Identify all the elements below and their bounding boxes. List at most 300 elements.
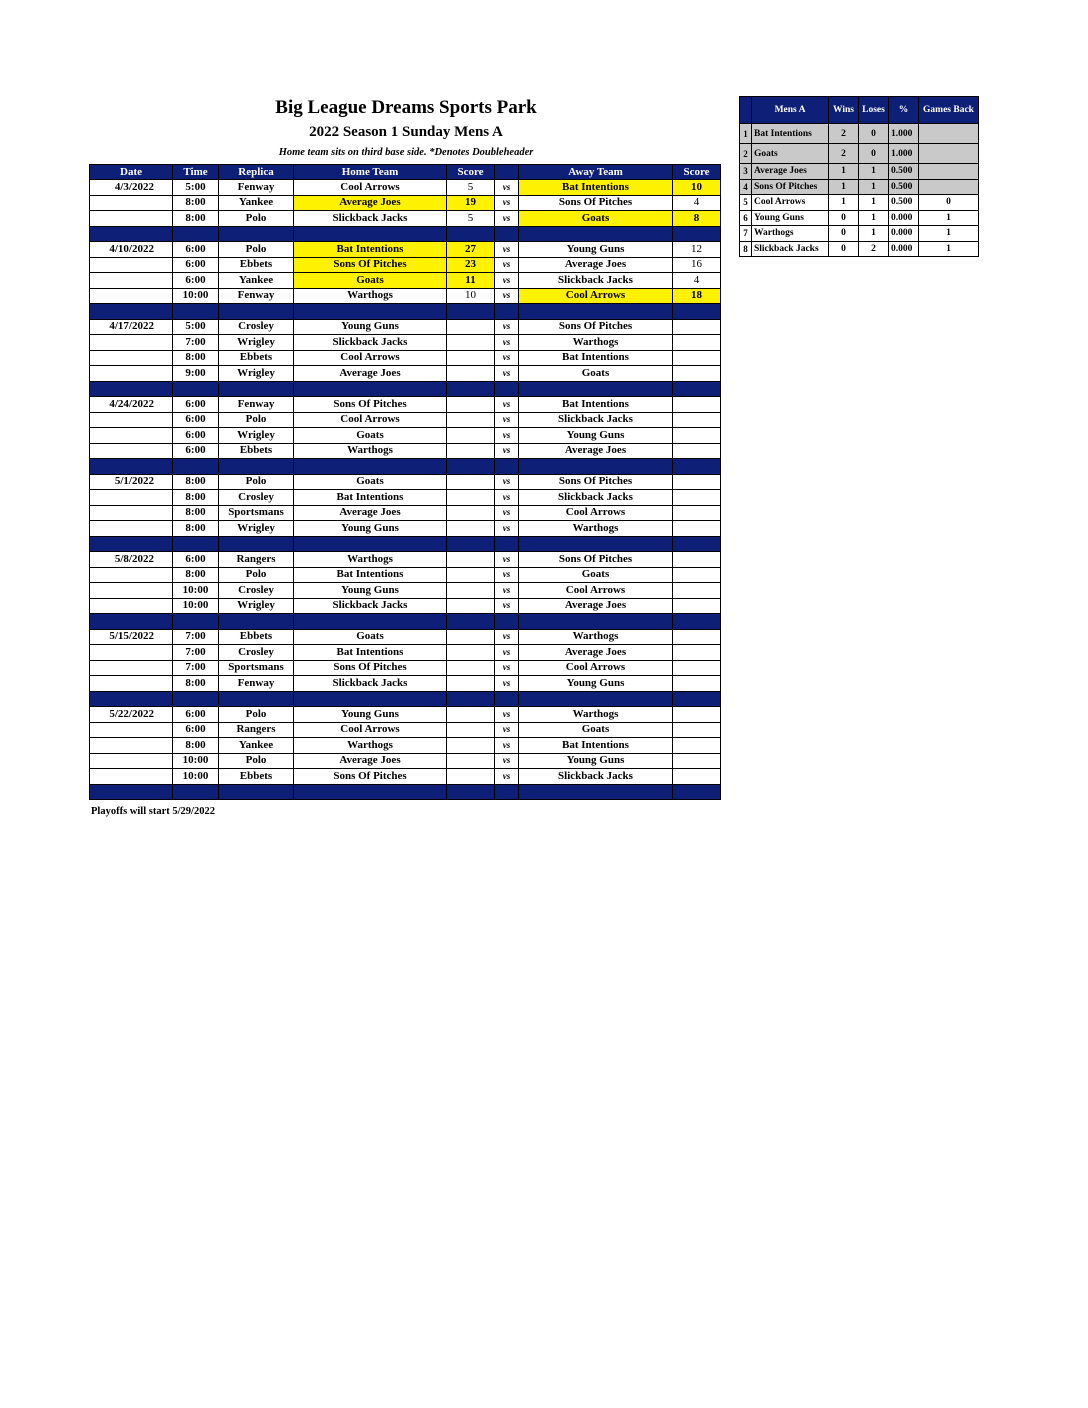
vs-label: vs (495, 567, 519, 583)
game-field: Crosley (219, 490, 294, 506)
game-field: Wrigley (219, 366, 294, 382)
home-score (447, 443, 495, 459)
away-team: Average Joes (519, 598, 673, 614)
home-score (447, 490, 495, 506)
separator-cell (219, 381, 294, 397)
game-row (90, 676, 721, 692)
home-team: Cool Arrows (294, 722, 447, 738)
game-date (90, 521, 173, 537)
team-rank: 5 (740, 195, 752, 211)
away-score (673, 769, 721, 785)
team-games-back (919, 124, 979, 144)
separator-cell (447, 784, 495, 800)
separator-cell (447, 536, 495, 552)
away-team: Goats (519, 722, 673, 738)
away-score (673, 629, 721, 645)
game-date (90, 195, 173, 211)
team-pct: 0.500 (889, 195, 919, 211)
away-score: 10 (673, 180, 721, 196)
home-score: 27 (447, 242, 495, 258)
team-games-back: 1 (919, 241, 979, 257)
playoffs-note: Playoffs will start 5/29/2022 (91, 806, 215, 817)
home-score (447, 397, 495, 413)
game-field: Wrigley (219, 598, 294, 614)
team-wins: 0 (829, 210, 859, 226)
game-field: Crosley (219, 319, 294, 335)
away-score (673, 598, 721, 614)
game-row (90, 428, 721, 444)
home-score (447, 629, 495, 645)
game-row (90, 288, 721, 304)
separator-cell (219, 459, 294, 475)
separator-cell (294, 691, 447, 707)
team-pct: 0.500 (889, 179, 919, 195)
vs-label: vs (495, 598, 519, 614)
team-wins: 2 (829, 144, 859, 164)
separator-cell (519, 536, 673, 552)
game-row (90, 552, 721, 568)
separator-cell (173, 226, 219, 242)
separator-cell (294, 614, 447, 630)
away-score (673, 722, 721, 738)
away-score: 18 (673, 288, 721, 304)
schedule-table (89, 164, 721, 800)
home-team: Bat Intentions (294, 242, 447, 258)
separator-cell (673, 459, 721, 475)
home-score (447, 707, 495, 723)
vs-label: vs (495, 676, 519, 692)
home-score (447, 350, 495, 366)
away-score (673, 443, 721, 459)
away-score (673, 350, 721, 366)
game-date (90, 722, 173, 738)
game-date (90, 412, 173, 428)
home-team: Bat Intentions (294, 567, 447, 583)
away-team: Warthogs (519, 707, 673, 723)
away-team: Sons Of Pitches (519, 195, 673, 211)
standings-row (740, 124, 979, 144)
separator-cell (447, 381, 495, 397)
away-score (673, 583, 721, 599)
separator-cell (219, 536, 294, 552)
vs-label: vs (495, 242, 519, 258)
team-wins: 1 (829, 179, 859, 195)
separator-cell (219, 304, 294, 320)
game-time: 9:00 (173, 366, 219, 382)
home-team: Warthogs (294, 288, 447, 304)
team-name: Warthogs (752, 226, 829, 242)
away-team: Slickback Jacks (519, 769, 673, 785)
away-team: Goats (519, 567, 673, 583)
home-team: Sons Of Pitches (294, 257, 447, 273)
home-score: 23 (447, 257, 495, 273)
game-time: 6:00 (173, 428, 219, 444)
game-field: Ebbets (219, 629, 294, 645)
game-time: 10:00 (173, 769, 219, 785)
team-rank: 6 (740, 210, 752, 226)
vs-label: vs (495, 583, 519, 599)
game-row (90, 474, 721, 490)
separator-cell (519, 691, 673, 707)
team-wins: 0 (829, 241, 859, 257)
home-team: Young Guns (294, 319, 447, 335)
separator-cell (519, 614, 673, 630)
separator-cell (673, 536, 721, 552)
game-date: 5/1/2022 (90, 474, 173, 490)
team-rank: 4 (740, 179, 752, 195)
game-field: Polo (219, 242, 294, 258)
separator-cell (519, 304, 673, 320)
away-team: Bat Intentions (519, 350, 673, 366)
team-wins: 0 (829, 226, 859, 242)
game-time: 10:00 (173, 583, 219, 599)
home-score (447, 428, 495, 444)
game-field: Wrigley (219, 335, 294, 351)
home-score: 10 (447, 288, 495, 304)
separator-cell (673, 691, 721, 707)
team-rank: 8 (740, 241, 752, 257)
home-score (447, 521, 495, 537)
team-wins: 1 (829, 195, 859, 211)
away-team: Cool Arrows (519, 583, 673, 599)
vs-label: vs (495, 552, 519, 568)
game-time: 6:00 (173, 273, 219, 289)
home-score (447, 676, 495, 692)
separator-cell (294, 536, 447, 552)
game-row (90, 490, 721, 506)
home-team: Young Guns (294, 707, 447, 723)
schedule-body (90, 165, 721, 800)
game-row (90, 598, 721, 614)
game-field: Yankee (219, 273, 294, 289)
away-team: Young Guns (519, 753, 673, 769)
separator-cell (495, 226, 519, 242)
game-time: 6:00 (173, 397, 219, 413)
separator-cell (519, 226, 673, 242)
game-time: 8:00 (173, 350, 219, 366)
separator-cell (447, 691, 495, 707)
away-score (673, 505, 721, 521)
standings-row (740, 195, 979, 211)
vs-label: vs (495, 505, 519, 521)
team-games-back: 1 (919, 210, 979, 226)
home-score: 19 (447, 195, 495, 211)
header-date: Date (90, 165, 173, 180)
away-team: Slickback Jacks (519, 490, 673, 506)
header-rank (740, 97, 752, 124)
vs-label: vs (495, 722, 519, 738)
separator-cell (519, 459, 673, 475)
away-team: Young Guns (519, 242, 673, 258)
game-field: Crosley (219, 583, 294, 599)
away-score (673, 319, 721, 335)
away-team: Sons Of Pitches (519, 474, 673, 490)
game-row (90, 645, 721, 661)
game-time: 8:00 (173, 521, 219, 537)
header-home-score: Score (447, 165, 495, 180)
vs-label: vs (495, 629, 519, 645)
team-wins: 1 (829, 164, 859, 180)
header-away-score: Score (673, 165, 721, 180)
game-date (90, 366, 173, 382)
team-games-back: 1 (919, 226, 979, 242)
away-score (673, 567, 721, 583)
team-loses: 1 (859, 226, 889, 242)
page-subtitle: 2022 Season 1 Sunday Mens A (309, 124, 503, 140)
header-away-team: Away Team (519, 165, 673, 180)
game-time: 6:00 (173, 722, 219, 738)
header-wins: Wins (829, 97, 859, 124)
schedule-note: Home team sits on third base side. *Denotes Doubleheader (278, 147, 534, 158)
away-score (673, 335, 721, 351)
header-home-team: Home Team (294, 165, 447, 180)
vs-label: vs (495, 350, 519, 366)
game-date (90, 598, 173, 614)
vs-label: vs (495, 397, 519, 413)
game-date (90, 645, 173, 661)
game-row (90, 567, 721, 583)
game-row (90, 366, 721, 382)
game-date: 5/22/2022 (90, 707, 173, 723)
game-row (90, 443, 721, 459)
vs-label: vs (495, 753, 519, 769)
game-field: Ebbets (219, 350, 294, 366)
home-team: Sons Of Pitches (294, 660, 447, 676)
separator-cell (90, 381, 173, 397)
away-team: Slickback Jacks (519, 412, 673, 428)
home-team: Goats (294, 428, 447, 444)
team-rank: 7 (740, 226, 752, 242)
separator-cell (90, 691, 173, 707)
game-date (90, 443, 173, 459)
separator-cell (219, 614, 294, 630)
separator-cell (90, 304, 173, 320)
game-field: Polo (219, 753, 294, 769)
home-score (447, 769, 495, 785)
vs-label: vs (495, 412, 519, 428)
separator-cell (90, 459, 173, 475)
team-pct: 1.000 (889, 124, 919, 144)
separator-cell (495, 614, 519, 630)
game-field: Yankee (219, 195, 294, 211)
separator-cell (447, 304, 495, 320)
home-team: Goats (294, 273, 447, 289)
home-team: Young Guns (294, 583, 447, 599)
separator-cell (294, 784, 447, 800)
home-team: Goats (294, 474, 447, 490)
game-row (90, 242, 721, 258)
game-date (90, 505, 173, 521)
game-time: 8:00 (173, 676, 219, 692)
away-team: Average Joes (519, 645, 673, 661)
away-score: 12 (673, 242, 721, 258)
week-separator (90, 381, 721, 397)
team-pct: 0.000 (889, 210, 919, 226)
week-separator (90, 784, 721, 800)
away-score (673, 490, 721, 506)
team-loses: 1 (859, 195, 889, 211)
game-date (90, 350, 173, 366)
page-title: Big League Dreams Sports Park (275, 97, 537, 118)
away-team: Sons Of Pitches (519, 552, 673, 568)
separator-cell (173, 691, 219, 707)
home-score (447, 505, 495, 521)
away-score: 16 (673, 257, 721, 273)
team-rank: 3 (740, 164, 752, 180)
header-vs (495, 165, 519, 180)
game-time: 5:00 (173, 180, 219, 196)
game-time: 8:00 (173, 738, 219, 754)
vs-label: vs (495, 707, 519, 723)
standings-row (740, 179, 979, 195)
team-name: Young Guns (752, 210, 829, 226)
team-name: Sons Of Pitches (752, 179, 829, 195)
game-time: 6:00 (173, 257, 219, 273)
home-score (447, 335, 495, 351)
away-team: Slickback Jacks (519, 273, 673, 289)
vs-label: vs (495, 474, 519, 490)
separator-cell (294, 226, 447, 242)
game-field: Crosley (219, 645, 294, 661)
game-time: 7:00 (173, 335, 219, 351)
vs-label: vs (495, 738, 519, 754)
home-team: Young Guns (294, 521, 447, 537)
week-separator (90, 304, 721, 320)
game-date (90, 769, 173, 785)
separator-cell (294, 381, 447, 397)
game-row (90, 412, 721, 428)
header-loses: Loses (859, 97, 889, 124)
vs-label: vs (495, 428, 519, 444)
separator-cell (495, 381, 519, 397)
game-date (90, 335, 173, 351)
vs-label: vs (495, 521, 519, 537)
game-time: 6:00 (173, 707, 219, 723)
away-score: 4 (673, 273, 721, 289)
separator-cell (495, 691, 519, 707)
team-name: Goats (752, 144, 829, 164)
team-name: Average Joes (752, 164, 829, 180)
team-games-back (919, 144, 979, 164)
home-team: Warthogs (294, 443, 447, 459)
team-name: Cool Arrows (752, 195, 829, 211)
home-score (447, 722, 495, 738)
separator-cell (90, 784, 173, 800)
separator-cell (673, 381, 721, 397)
team-loses: 1 (859, 210, 889, 226)
game-row (90, 660, 721, 676)
game-time: 7:00 (173, 629, 219, 645)
game-time: 6:00 (173, 443, 219, 459)
game-row (90, 753, 721, 769)
game-date: 5/8/2022 (90, 552, 173, 568)
home-team: Slickback Jacks (294, 211, 447, 227)
game-field: Polo (219, 474, 294, 490)
header-time: Time (173, 165, 219, 180)
game-field: Ebbets (219, 769, 294, 785)
game-time: 8:00 (173, 474, 219, 490)
game-date (90, 753, 173, 769)
team-loses: 2 (859, 241, 889, 257)
game-time: 6:00 (173, 412, 219, 428)
standings-row (740, 164, 979, 180)
game-field: Fenway (219, 288, 294, 304)
game-time: 8:00 (173, 195, 219, 211)
separator-cell (519, 784, 673, 800)
game-row (90, 521, 721, 537)
away-team: Goats (519, 366, 673, 382)
home-team: Cool Arrows (294, 180, 447, 196)
game-date (90, 738, 173, 754)
team-name: Slickback Jacks (752, 241, 829, 257)
home-score (447, 366, 495, 382)
separator-cell (219, 226, 294, 242)
game-date (90, 273, 173, 289)
week-separator (90, 226, 721, 242)
vs-label: vs (495, 211, 519, 227)
game-time: 10:00 (173, 598, 219, 614)
team-games-back (919, 164, 979, 180)
home-score: 11 (447, 273, 495, 289)
standings-table (739, 96, 979, 257)
home-score (447, 567, 495, 583)
away-score (673, 753, 721, 769)
week-separator (90, 614, 721, 630)
home-team: Average Joes (294, 753, 447, 769)
vs-label: vs (495, 195, 519, 211)
team-games-back (919, 179, 979, 195)
home-team: Slickback Jacks (294, 676, 447, 692)
away-score (673, 397, 721, 413)
game-row (90, 707, 721, 723)
standings-header-row (740, 97, 979, 124)
home-score (447, 474, 495, 490)
home-score (447, 412, 495, 428)
home-team: Slickback Jacks (294, 335, 447, 351)
home-score (447, 552, 495, 568)
away-team: Bat Intentions (519, 397, 673, 413)
schedule-header-row (90, 165, 721, 180)
vs-label: vs (495, 180, 519, 196)
team-loses: 1 (859, 164, 889, 180)
vs-label: vs (495, 335, 519, 351)
home-team: Sons Of Pitches (294, 397, 447, 413)
separator-cell (173, 784, 219, 800)
game-date (90, 660, 173, 676)
game-row (90, 738, 721, 754)
away-score (673, 366, 721, 382)
away-score (673, 412, 721, 428)
game-row (90, 397, 721, 413)
away-score (673, 521, 721, 537)
game-row (90, 722, 721, 738)
game-date (90, 676, 173, 692)
home-score (447, 583, 495, 599)
team-pct: 0.000 (889, 226, 919, 242)
game-date (90, 288, 173, 304)
vs-label: vs (495, 490, 519, 506)
game-date (90, 257, 173, 273)
game-date: 5/15/2022 (90, 629, 173, 645)
away-team: Young Guns (519, 676, 673, 692)
game-time: 8:00 (173, 211, 219, 227)
game-time: 6:00 (173, 242, 219, 258)
home-score: 5 (447, 180, 495, 196)
separator-cell (173, 614, 219, 630)
away-team: Cool Arrows (519, 505, 673, 521)
game-field: Ebbets (219, 257, 294, 273)
week-separator (90, 691, 721, 707)
